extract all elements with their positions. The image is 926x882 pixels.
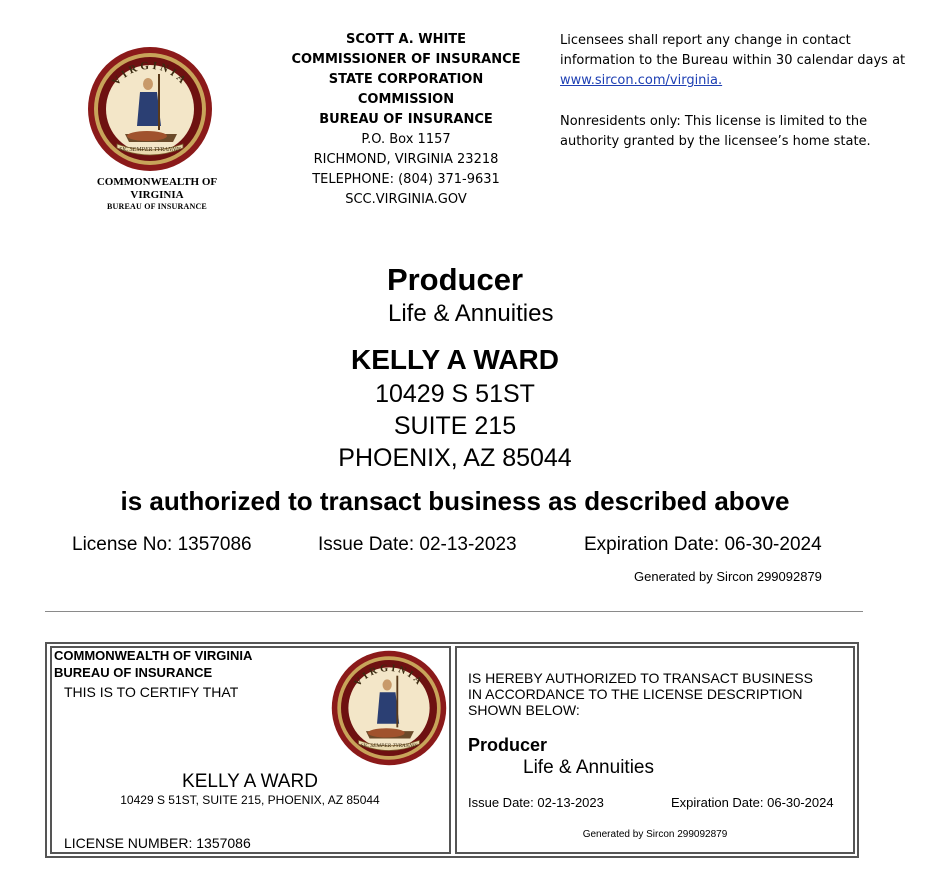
- nonresident-line2: authority granted by the licensee’s home state.: [560, 134, 871, 149]
- card-license-type: Producer: [468, 735, 548, 755]
- svg-text:SIC SEMPER TYRANNIS: SIC SEMPER TYRANNIS: [119, 147, 181, 153]
- nonresident-line1: Nonresidents only: This license is limited to the: [560, 114, 868, 129]
- address-line3: PHOENIX, AZ 85044: [338, 444, 572, 472]
- svg-text:VIRGINIA: VIRGINIA: [352, 662, 426, 689]
- card-licensee-name: KELLY A WARD: [182, 771, 318, 792]
- seal-caption: [72, 176, 242, 213]
- svg-text:VIRGINIA: VIRGINIA: [110, 59, 190, 89]
- seal-caption-line2: VIRGINIA: [130, 189, 184, 201]
- expiration-date: Expiration Date: 06-30-2024: [584, 534, 822, 555]
- city-state-zip: RICHMOND, VIRGINIA 23218: [313, 152, 499, 167]
- commission-address-block: [286, 30, 526, 210]
- website: SCC.VIRGINIA.GOV: [345, 192, 467, 207]
- card-heading-commonwealth: COMMONWEALTH OF VIRGINIA: [54, 648, 253, 663]
- card-expiration-date: Expiration Date: 06-30-2024: [671, 795, 834, 810]
- card-generated-by: Generated by Sircon 299092879: [582, 829, 728, 840]
- license-type-title: Producer: [386, 262, 524, 297]
- address-line1: 10429 S 51ST: [375, 380, 535, 408]
- card-line-of-authority: Life & Annuities: [523, 757, 654, 778]
- card-issue-date: Issue Date: 02-13-2023: [468, 795, 604, 810]
- address-line2: SUITE 215: [393, 412, 517, 440]
- seal-caption-line3: BUREAU OF INSURANCE: [107, 202, 207, 211]
- cut-line-divider: [45, 611, 863, 612]
- line-of-authority: Life & Annuities: [388, 300, 554, 327]
- seal-caption-line1: COMMONWEALTH OF: [96, 176, 218, 188]
- po-box: P.O. Box 1157: [361, 132, 451, 147]
- card-heading-bureau: BUREAU OF INSURANCE: [54, 665, 213, 680]
- licensee-notice: [560, 31, 920, 152]
- virginia-seal: [85, 44, 215, 174]
- card-seal: [329, 648, 449, 768]
- bureau-name: BUREAU OF INSURANCE: [319, 112, 493, 127]
- commissioner-title: COMMISSIONER OF INSURANCE: [291, 52, 521, 67]
- card-auth-line2: IN ACCORDANCE TO THE LICENSE DESCRIPTION: [468, 686, 803, 702]
- sircon-link[interactable]: www.sircon.com/virginia.: [560, 73, 723, 88]
- licensee-name: KELLY A WARD: [351, 344, 559, 375]
- card-authorization-text: [468, 670, 848, 718]
- commission-name-2: COMMISSION: [357, 92, 455, 107]
- commissioner-name: SCOTT A. WHITE: [345, 32, 467, 47]
- card-auth-line1: IS HEREBY AUTHORIZED TO TRANSACT BUSINESS: [468, 670, 813, 686]
- card-license-number: LICENSE NUMBER: 1357086: [64, 835, 251, 851]
- notice-line2: information to the Bureau within 30 calendar days at: [560, 53, 906, 68]
- generated-by: Generated by Sircon 299092879: [634, 569, 822, 584]
- card-auth-line3: SHOWN BELOW:: [468, 702, 580, 718]
- license-number: License No: 1357086: [72, 534, 252, 555]
- telephone: TELEPHONE: (804) 371-9631: [312, 172, 500, 187]
- issue-date: Issue Date: 02-13-2023: [318, 534, 517, 555]
- authorization-statement: is authorized to transact business as described above: [120, 486, 790, 516]
- svg-text:SIC SEMPER TYRANNIS: SIC SEMPER TYRANNIS: [360, 742, 418, 749]
- card-licensee-address: 10429 S 51ST, SUITE 215, PHOENIX, AZ 85044: [120, 793, 380, 807]
- notice-line1: Licensees shall report any change in contact: [560, 33, 851, 48]
- commission-name-1: STATE CORPORATION: [328, 72, 484, 87]
- card-certify-text: THIS IS TO CERTIFY THAT: [64, 684, 239, 700]
